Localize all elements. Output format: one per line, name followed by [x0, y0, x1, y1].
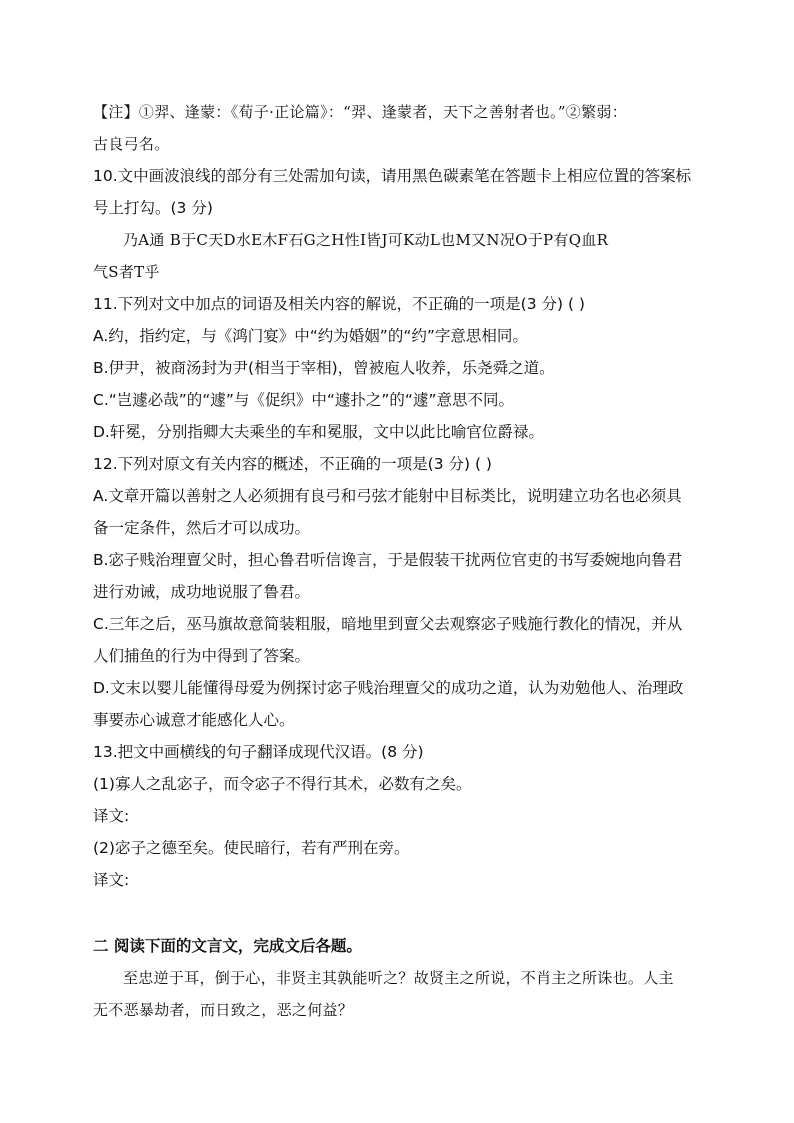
q12-option-a-line-2: 备一定条件，然后才可以成功。	[93, 519, 311, 537]
q11-option-c: C.“岂遽必哉”的“遽”与《促织》中“遽扑之”的“遽”意思不同。	[93, 391, 514, 409]
q11-option-d: D.轩冕，分别指卿大夫乘坐的车和冕服，文中以此比喻官位爵禄。	[93, 423, 544, 441]
q13-sentence-2: (2)宓子之德至矣。使民暗行，若有严刑在旁。	[93, 839, 410, 857]
q12-option-c-line-1: C.三年之后，巫马旗故意简装粗服，暗地里到亶父去观察宓子贱施行教化的情况，并从	[93, 615, 683, 633]
q12-option-c-line-2: 人们捕鱼的行为中得到了答案。	[93, 647, 311, 665]
q12-stem: 12.下列对原文有关内容的概述，不正确的一项是(3 分) ( )	[93, 455, 492, 473]
q10-options-line-1: 乃A通 B于C天D水E木F石G之H性I皆J可K动L也M又N况O于P有Q血R	[123, 231, 609, 249]
section-2-heading: 二 阅读下面的文言文，完成文后各题。	[93, 937, 362, 955]
q11-option-b: B.伊尹，被商汤封为尹(相当于宰相)，曾被庖人收养，乐尧舜之道。	[93, 359, 555, 377]
q13-stem: 13.把文中画横线的句子翻译成现代汉语。(8 分)	[93, 743, 424, 761]
q13-sentence-1: (1)寡人之乱宓子，而令宓子不得行其术，必数有之矣。	[93, 775, 472, 793]
q10-options-line-2: 气S者T乎	[93, 263, 160, 281]
section-2-passage-line-2: 无不恶暴劫者，而日致之，恶之何益？	[93, 1001, 354, 1019]
q12-option-d-line-1: D.文末以婴儿能懂得母爱为例探讨宓子贱治理亶父的成功之道，认为劝勉他人、治理政	[93, 679, 684, 697]
q10-stem-line-2: 号上打勾。(3 分)	[93, 199, 213, 217]
q12-option-d-line-2: 事要赤心诚意才能感化人心。	[93, 711, 295, 729]
q12-option-b-line-2: 进行劝诫，成功地说服了鲁君。	[93, 583, 311, 601]
note-line-2: 古良弓名。	[93, 135, 170, 153]
q13-translation-label-2: 译文:	[93, 871, 130, 889]
q11-stem: 11.下列对文中加点的词语及相关内容的解说，不正确的一项是(3 分) ( )	[93, 295, 585, 313]
q10-stem-line-1: 10.文中画波浪线的部分有三处需加句读，请用黑色碳素笔在答题卡上相应位置的答案标	[93, 167, 692, 185]
section-2-passage-line-1: 至忠逆于耳，倒于心，非贤主其孰能听之？故贤主之所说，不肖主之所诛也。人主	[123, 969, 674, 987]
note-line-1: 【注】①羿、逢蒙：《荀子·正论篇》：“羿、逢蒙者，天下之善射者也。”②繁弱：	[93, 103, 628, 121]
q12-option-a-line-1: A.文章开篇以善射之人必须拥有良弓和弓弦才能射中目标类比，说明建立功名也必须具	[93, 487, 682, 505]
q12-option-b-line-1: B.宓子贱治理亶父时，担心鲁君听信谗言，于是假装干扰两位官吏的书写委婉地向鲁君	[93, 551, 683, 569]
q11-option-a: A.约，指约定，与《鸿门宴》中“约为婚姻”的“约”字意思相同。	[93, 327, 528, 345]
q13-translation-label-1: 译文:	[93, 807, 130, 825]
